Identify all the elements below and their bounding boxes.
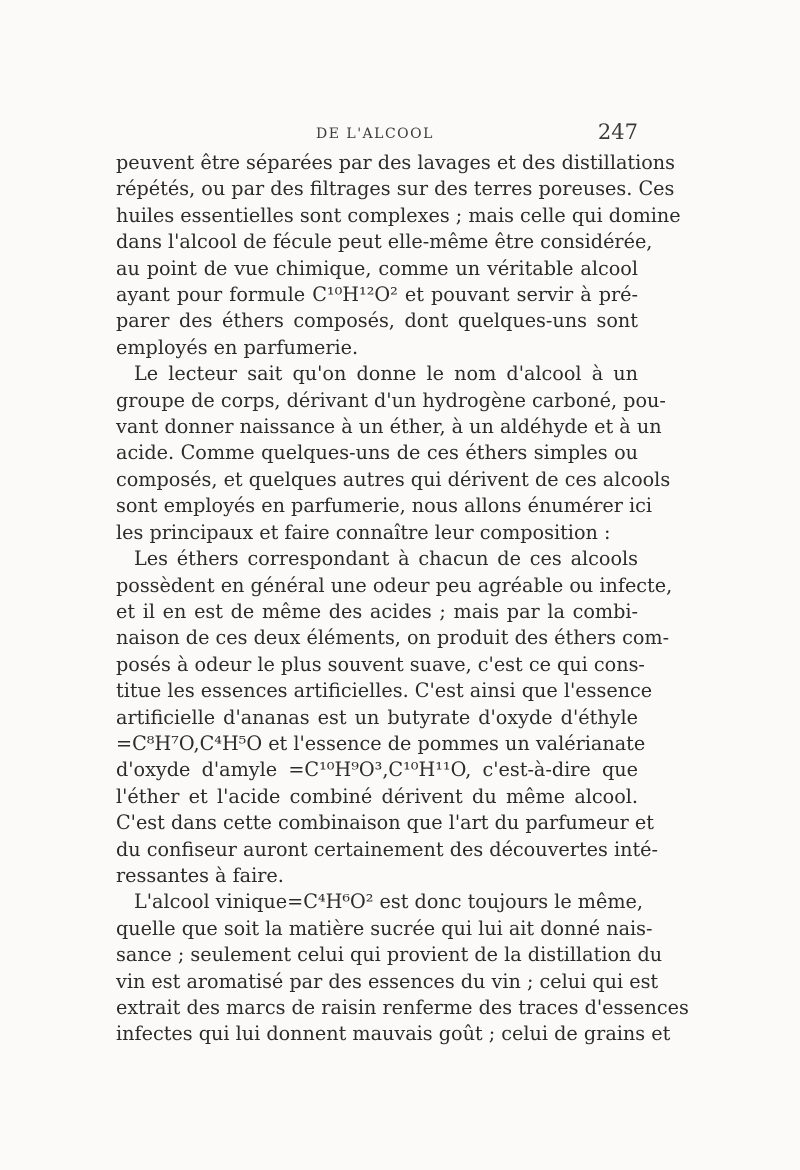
text-line: groupe de corps, dérivant d'un hydrogène carboné, pou- — [116, 388, 666, 412]
text-line: artificielle d'ananas est un butyrate d'oxyde d'éthyle — [116, 705, 638, 729]
text-line: sance ; seulement celui qui provient de la distillation du — [116, 943, 663, 967]
page-header — [116, 120, 638, 150]
text-line: et il en est de même des acides ; mais par la combi- — [116, 599, 638, 623]
text-line: ayant pour formule C¹⁰H¹²O² et pouvant servir à pré- — [116, 283, 638, 307]
text-line: répétés, ou par des filtrages sur des terres poreuses. Ces — [116, 177, 675, 201]
text-line: Les éthers correspondant à chacun de ces alcools — [134, 547, 638, 571]
text-line: naison de ces deux éléments, on produit des éthers com- — [116, 626, 670, 650]
text-line: infectes qui lui donnent mauvais goût ; celui de grains et — [116, 1022, 671, 1046]
text-line: possèdent en général une odeur peu agréable ou infecte, — [116, 573, 673, 597]
text-line: les principaux et faire connaître leur composition : — [116, 520, 611, 544]
text-line: L'alcool vinique=C⁴H⁶O² est donc toujours le même, — [134, 890, 643, 914]
text-line: sont employés en parfumerie, nous allons énumérer ici — [116, 494, 653, 518]
text-line: composés, et quelques autres qui dérivent de ces alcools — [116, 467, 671, 491]
text-line: dans l'alcool de fécule peut elle-même être considérée, — [116, 230, 653, 254]
text-line: d'oxyde d'amyle =C¹⁰H⁹O³,C¹⁰H¹¹O, c'est-à-dire que — [116, 758, 638, 782]
text-line: extrait des marcs de raisin renferme des traces d'essences — [116, 996, 689, 1019]
text-line: =C⁸H⁷O,C⁴H⁵O et l'essence de pommes un valérianate — [116, 731, 646, 755]
text-line: peuvent être séparées par des lavages et des distillations — [116, 151, 675, 174]
text-line: au point de vue chimique, comme un véritable alcool — [116, 256, 638, 280]
text-line: parer des éthers composés, dont quelques-uns sont — [116, 309, 638, 333]
text-line: titue les essences artificielles. C'est ainsi que l'essence — [116, 679, 653, 703]
text-line: l'éther et l'acide combiné dérivent du même alcool. — [116, 784, 638, 808]
text-line: C'est dans cette combinaison que l'art du parfumeur et — [116, 811, 654, 835]
body-text — [116, 150, 689, 1048]
text-line: employés en parfumerie. — [116, 335, 359, 359]
text-line: du confiseur auront certainement des découvertes inté- — [116, 837, 658, 861]
text-line: acide. Comme quelques-uns de ces éthers simples ou — [116, 441, 638, 465]
text-line: posés à odeur le plus souvent suave, c'est ce qui cons- — [116, 652, 645, 676]
text-line: vin est aromatisé par des essences du vin ; celui qui est — [116, 969, 659, 993]
text-line: Le lecteur sait qu'on donne le nom d'alcool à un — [134, 362, 638, 386]
running-head: DE L'ALCOOL — [316, 126, 434, 142]
page-number: 247 — [597, 120, 638, 144]
text-line: huiles essentielles sont complexes ; mais celle qui domine — [116, 203, 681, 227]
text-line: vant donner naissance à un éther, à un aldéhyde et à un — [116, 415, 662, 439]
text-line: quelle que soit la matière sucrée qui lui ait donné nais- — [116, 916, 653, 940]
text-line: ressantes à faire. — [116, 863, 284, 887]
